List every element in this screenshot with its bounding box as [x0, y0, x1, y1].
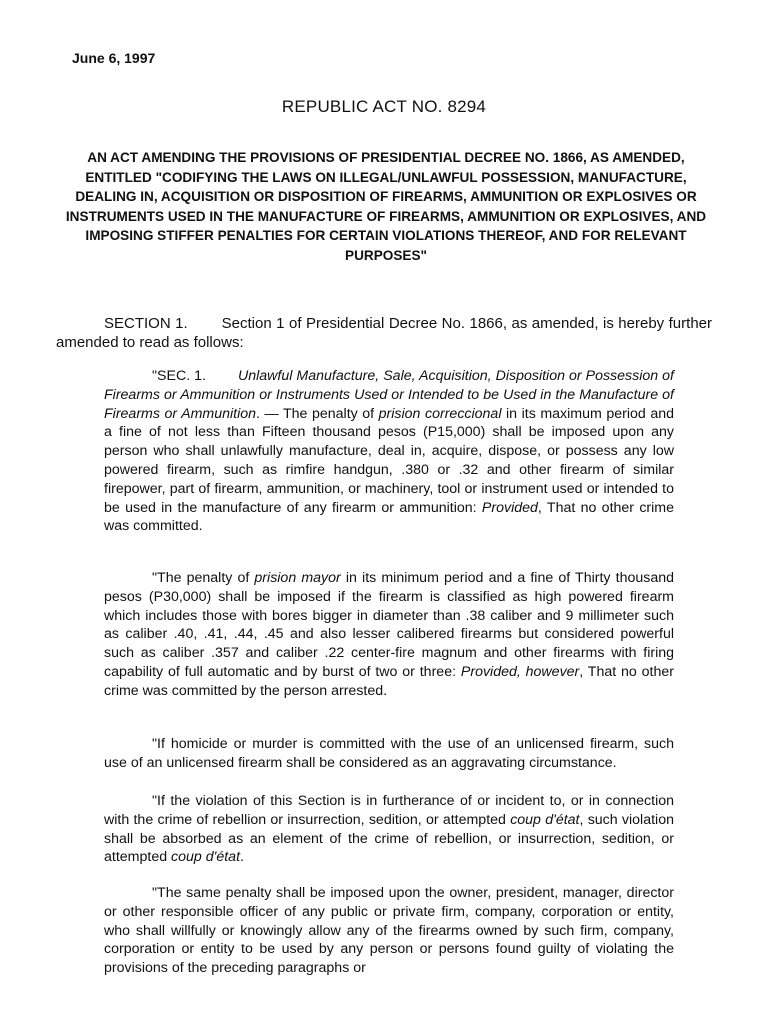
rebellion-paragraph — [104, 792, 674, 867]
coup-term: coup d'état — [171, 849, 241, 866]
proviso-term: Provided — [481, 499, 538, 516]
section-1-text: Section 1 of Presidential Decree No. 1866, as amended, is hereby further amended to read as follows: — [56, 315, 712, 351]
document-date: June 6, 1997 — [72, 50, 156, 66]
owner-liability-paragraph: "The same penalty shall be imposed upon the owner, president, manager, director or other responsible officer of any public or private firm, company, corporation or entity, who shall willfully or knowingly allow any of the firearms owned by such firm, company, corporation or entity to be used by any person or persons found guilty of violating the provisions of the preceding paragraphs or — [104, 885, 674, 977]
quoted-text: , That no other crime was committed. — [104, 499, 674, 535]
penalty-term: prision mayor — [254, 570, 341, 586]
section-1-label: SECTION 1. — [104, 315, 188, 332]
act-long-title: AN ACT AMENDING THE PROVISIONS OF PRESIDENTIAL DECREE NO. 1866, AS AMENDED, ENTITLED "CODIFYING THE LAWS ON ILLEGAL/UNLAWFUL POSSESSION, MANUFACTURE, DEALING IN, ACQUISITION OR DISPOSITION OF FIREARMS, AMMUNITION OR EXPLOSIVES OR INSTRUMENTS USED IN THE MANUFACTURE OF FIREARMS, AMMUNITION OR EXPLOSIVES, AND IMPOSING STIFFER PENALTIES FOR CERTAIN VIOLATIONS THEREOF, AND FOR RELEVANT PURPOSES" — [65, 150, 707, 263]
quoted-sec-heading: Unlawful Manufacture, Sale, Acquisition, Disposition or Possession of Firearms or Ammunition or Instruments Used or Intended to be Used in the Manufacture of Firearms or Ammunition — [104, 368, 674, 422]
quoted-sec-label: "SEC. 1. — [152, 368, 206, 384]
quoted-text: , such violation shall be absorbed as an element of the crime of rebellion, or insurrection, sedition, or attempted — [104, 811, 674, 866]
proviso-term: Provided, however — [460, 663, 580, 680]
quoted-text: . — The penalty of — [256, 405, 379, 422]
quoted-text: in its maximum period and a fine of not less than Fifteen thousand pesos (P15,000) shall be imposed upon any person who shall unlawfully manufacture, deal in, acquire, dispose, or possess any low powered firearm, such as rimfire handgun, .380 or .32 and other firearm of similar firepower, part of firearm, ammunition, or machinery, tool or instrument used or intended to be used in the manufacture of any firearm or ammunition: — [104, 405, 675, 516]
quoted-text: . — [240, 849, 244, 866]
coup-term: coup d'état — [510, 811, 580, 828]
act-number-title: REPUBLIC ACT NO. 8294 — [281, 97, 487, 116]
penalty-term: prision correccional — [378, 405, 502, 422]
high-powered-firearm-paragraph — [104, 569, 674, 701]
quoted-sec-1-paragraph — [104, 367, 674, 536]
section-1-paragraph — [56, 314, 712, 352]
quoted-text: "The penalty of — [152, 570, 255, 586]
homicide-paragraph: "If homicide or murder is committed with the use of an unlicensed firearm, such use of an unlicensed firearm shall be considered as an aggravating circumstance. — [104, 736, 674, 771]
quoted-text: , That no other crime was committed by the person arrested. — [104, 663, 674, 699]
quoted-text: in its minimum period and a fine of Thirty thousand pesos (P30,000) shall be imposed if the firearm is classified as high powered firearm which includes those with bores bigger in diameter than .38 caliber and 9 millimeter such as caliber .40, .41, .44, .45 and also lesser calibered firearms but considered powerful such as caliber .357 and caliber .22 center-fire magnum and other firearms with firing capability of full automatic and by burst of two or three: — [104, 570, 675, 680]
quoted-text: "If the violation of this Section is in furtherance of or incident to, or in connection with the crime of rebellion or insurrection, sedition, or attempted — [104, 793, 674, 828]
